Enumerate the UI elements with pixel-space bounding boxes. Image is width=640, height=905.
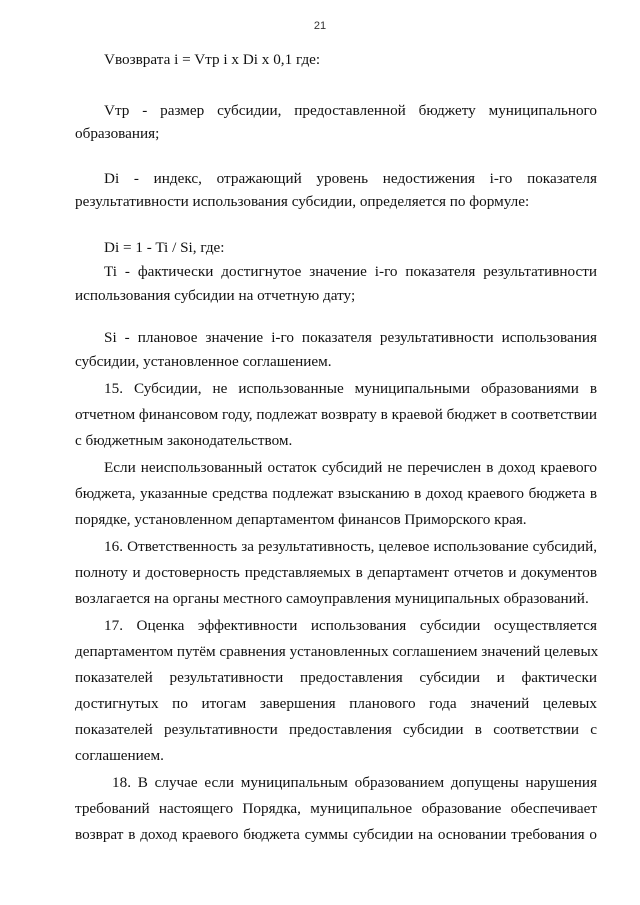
def-vtr-line2: образования; — [75, 125, 160, 142]
def-di-line2: результативности использования субсидии, определяется по формуле: — [75, 193, 530, 210]
p17-line5: показателей результативности предоставления субсидии в соответствии с — [75, 721, 597, 738]
formula-di: Di = 1 - Ti / Si, где: — [104, 239, 225, 256]
def-vtr-line1 — [104, 102, 597, 120]
p18-line2: требований настоящего Порядка, муниципальное образование обеспечивает — [75, 800, 597, 817]
p16-line3: возлагается на органы местного самоуправления муниципальных образований. — [75, 590, 589, 607]
formula-return — [104, 51, 320, 69]
formula-rest: x Di x 0,1 где: — [227, 51, 321, 68]
p15b-line3: порядке, установленном департаментом финансов Приморского края. — [75, 511, 527, 528]
def-si-line2: субсидии, установленное соглашением. — [75, 353, 332, 370]
p18-line3: возврат в доход краевого бюджета суммы субсидии на основании требования о — [75, 826, 597, 843]
def-vtr-text: - размер субсидии, предоставленной бюджету муниципального — [129, 102, 597, 119]
def-ti-line2: использования субсидии на отчетную дату; — [75, 287, 356, 304]
p17-line4: достигнутых по итогам завершения планового года значений целевых — [75, 695, 597, 712]
p17-line1: 17. Оценка эффективности использования субсидии осуществляется — [104, 617, 597, 634]
p16-line1: 16. Ответственность за результативность, целевое использование субсидий, — [104, 538, 597, 555]
formula-vtr: Vтр i — [194, 51, 228, 68]
def-ti-line1: Ti - фактически достигнутое значение i-го показателя результативности — [104, 263, 597, 280]
p17-line2: департаментом путём сравнения установленных соглашением значений целевых — [75, 643, 599, 660]
def-vtr-symbol: Vтр — [104, 102, 130, 119]
page-number: 21 — [313, 20, 327, 32]
p17-line3: показателей результативности предоставления субсидии и фактически — [75, 669, 597, 686]
def-di-line1: Di - индекс, отражающий уровень недостижения i-го показателя — [104, 170, 597, 187]
formula-v-return: Vвозврата i — [104, 51, 179, 68]
p15-line3: с бюджетным законодательством. — [75, 432, 293, 449]
p15-line2: отчетном финансовом году, подлежат возврату в краевой бюджет в соответствии — [75, 406, 597, 423]
formula-eq: = — [178, 51, 195, 68]
def-si-line1: Si - плановое значение i-го показателя результативности использования — [104, 329, 597, 346]
p17-line6: соглашением. — [75, 747, 164, 764]
p15b-line1: Если неиспользованный остаток субсидий не перечислен в доход краевого — [104, 459, 597, 476]
p15-line1: 15. Субсидии, не использованные муниципальными образованиями в — [104, 380, 597, 397]
p18-line1: 18. В случае если муниципальным образованием допущены нарушения — [112, 774, 597, 791]
p15b-line2: бюджета, указанные средства подлежат взысканию в доход краевого бюджета в — [75, 485, 597, 502]
p16-line2: полноту и достоверность представляемых в департамент отчетов и документов — [75, 564, 597, 581]
